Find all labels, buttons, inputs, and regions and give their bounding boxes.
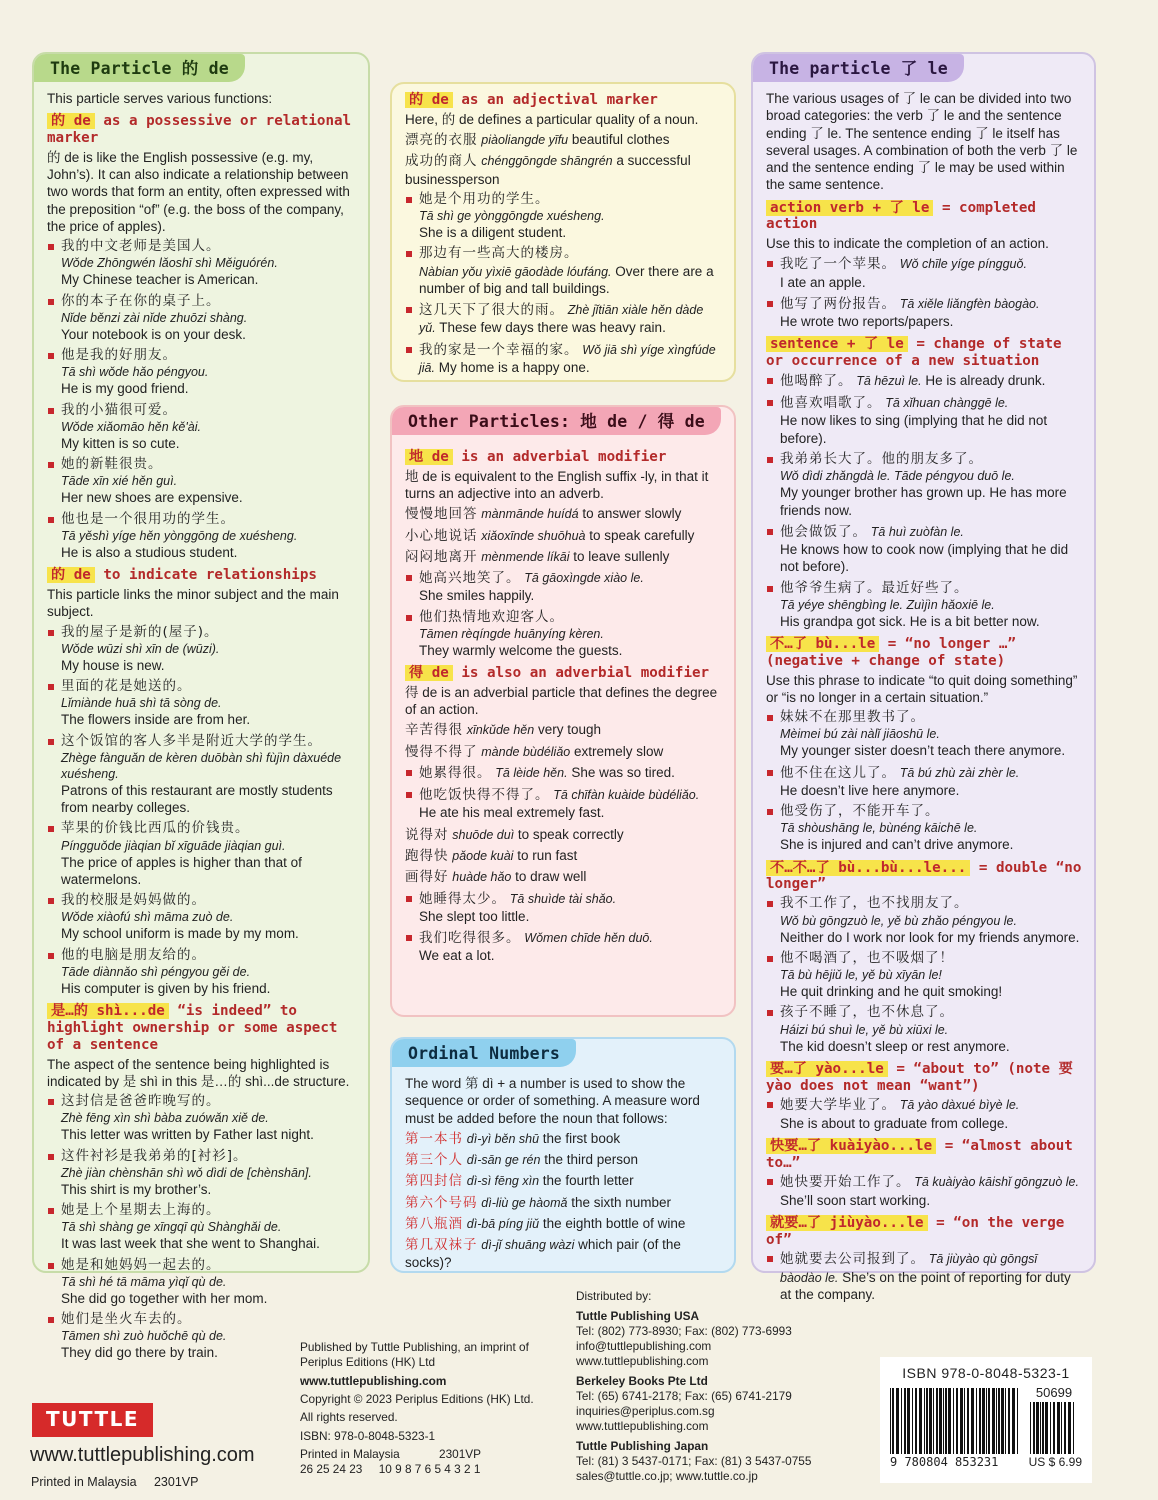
relationships-text: This particle links the minor subject and the main subject. [47, 587, 339, 620]
barcode-bar [1030, 1402, 1031, 1454]
barcode-bar [956, 1388, 958, 1454]
intro-text: This particle serves various functions: [47, 91, 273, 106]
panel-title: The Particle 的 de [34, 54, 245, 82]
de2-examples-2 [405, 890, 722, 965]
panel-title: Ordinal Numbers [392, 1039, 576, 1067]
example: 她是个用功的学生。 Tā shì ge yònggōngde xuésheng. She is a diligent student. [405, 191, 722, 242]
distributor-name: Tuttle Publishing USA [576, 1308, 699, 1323]
ordinal-line: 第八瓶酒 dì-bā píng jiǔ the eighth bottle of wine [405, 1215, 686, 1232]
example: 他不喝酒了，也不吸烟了！ Tā bù hējiǔ le, yě bù xīyān le! He quit drinking and he quit smoking! [766, 950, 1082, 1001]
subheading-de2: 得 de is also an adverbial modifier [405, 665, 722, 682]
barcode-bar [1073, 1402, 1074, 1454]
isbn-text: ISBN 978-0-8048-5323-1 [902, 1365, 1070, 1381]
distributor-line: sales@tuttle.co.jp; www.tuttle.co.jp [576, 1468, 758, 1483]
ordinal-line: 第一本书 dì-yì běn shū the first book [405, 1130, 621, 1147]
panel-adjectival [390, 82, 736, 382]
jiuyao-examples [766, 1250, 1082, 1303]
action-text: Use this to indicate the completion of an action. [766, 236, 1049, 252]
panel-ordinal-numbers [390, 1037, 736, 1273]
barcode-bar [912, 1388, 913, 1454]
barcode-bar [1057, 1402, 1060, 1454]
barcode-bar [1061, 1402, 1062, 1454]
subheading-action: action verb + 了 le = completed action [766, 199, 1036, 233]
example: 她是和她妈妈一起去的。 Tā shì hé tā māma yìqǐ qù de. She did go together with her mom. [47, 1257, 356, 1308]
distributor-line: www.tuttlepublishing.com [576, 1353, 709, 1368]
publisher-line: Published by Tuttle Publishing, an imprint of Periplus Editions (HK) Ltd [300, 1340, 529, 1370]
example: 我的屋子是新的(屋子)。 Wǒde wūzi shì xīn de (wūzi). My house is new. [47, 624, 356, 675]
distributor-name: Tuttle Publishing Japan [576, 1438, 709, 1453]
double-examples [766, 895, 1082, 1055]
example: 这个饭馆的客人多半是附近大学的学生。 Zhège fànguǎn de kèren duōbàn shì fùjìn dàxuéde xuésheng. Patrons of this restaurant are mostly students from nearby colleges. [47, 733, 356, 817]
panel-other-particles [390, 405, 736, 1017]
barcode-bar [919, 1388, 922, 1454]
panel-particle-de [32, 52, 370, 1361]
barcode-bar [1050, 1402, 1051, 1454]
barcode-bar [953, 1388, 954, 1454]
yaole-examples [766, 1096, 1082, 1132]
publisher-printed: Printed in Malaysia 2301VP [300, 1446, 481, 1461]
ordinal-line: 第几双袜子 dì-jǐ shuāng wàzi which pair (of the socks)? [405, 1237, 681, 1271]
barcode-bar [998, 1388, 1000, 1454]
distributor-line: Tel: (65) 6741-2178; Fax: (65) 6741-2179 [576, 1388, 792, 1403]
barcode-bar [943, 1388, 944, 1454]
di-examples [405, 569, 722, 659]
barcode-bar [1033, 1402, 1035, 1454]
barcode-bar [936, 1388, 938, 1454]
barcode-bar [1068, 1402, 1071, 1454]
barcode-bar [907, 1388, 910, 1454]
example: 她的新鞋很贵。 Tāde xīn xié hěn guì. Her new shoes are expensive. [47, 456, 356, 507]
change-examples [766, 372, 1082, 630]
de2-line: 画得好 huàde hǎo to draw well [405, 869, 587, 886]
price: US $ 6.99 [1028, 1454, 1082, 1469]
example: 她是上个星期去上海的。 Tā shì shàng ge xīngqī qù Shànghǎi de. It was last week that she went to Shanghai. [47, 1202, 356, 1253]
example: 我吃了一个苹果。 Wǒ chīle yíge píngguǒ. I ate an apple. [766, 255, 1082, 291]
le-intro-text: The various usages of 了 le can be divided into two broad categories: the verb 了 le and the sentence ending 了 le. The sentence ending 了 le itself has several usages. A combination of both the verb 了 le and the sentence ending 了 le may be used within the same sentence. [766, 91, 1078, 193]
barcode-bar [1036, 1402, 1039, 1454]
example: 我们吃得很多。 Wǒmen chīde hěn duō. We eat a lot. [405, 929, 722, 965]
nolonger-examples [766, 709, 1082, 854]
de2-text: 得 de is an adverbial particle that defines the degree of an action. [405, 684, 718, 718]
barcode-bar [896, 1388, 899, 1454]
barcode-bar [986, 1388, 987, 1454]
distributors [576, 1289, 811, 1484]
barcode-bar [979, 1388, 981, 1454]
ordinal-line: 第六个号码 dì-liù ge hàomǎ the sixth number [405, 1194, 672, 1211]
de2-examples [405, 764, 722, 822]
example: 那边有一些高大的楼房。 Nàbian yǒu yìxiē gāodàde lóufáng. Over there are a number of big and tall buildings. [405, 245, 722, 297]
barcode-bar [1064, 1402, 1066, 1454]
di-line: 慢慢地回答 mànmānde huídá to answer slowly [405, 506, 682, 523]
barcode-bar [971, 1388, 974, 1454]
barcode-bar [992, 1388, 995, 1454]
example: 他吃饭快得不得了。 Tā chīfàn kuàide bùdéliǎo. He ate his meal extremely fast. [405, 786, 722, 822]
subheading-di: 地 de is an adverbial modifier [405, 449, 722, 466]
example: 他也是一个很用功的学生。 Tā yěshì yíge hěn yònggōng de xuésheng. He is also a studious student. [47, 511, 356, 562]
subheading-jiuyao: 就要…了 jiùyào...le = “on the verge of” [766, 1214, 1065, 1248]
subheading-change: sentence + 了 le = change of state or occurrence of a new situation [766, 336, 1062, 370]
example: 我不工作了，也不找朋友了。 Wǒ bù gōngzuò le, yě bù zhǎo péngyou le. Neither do I work nor look for my friends anymore. [766, 895, 1082, 946]
barcode-bar [1001, 1388, 1004, 1454]
de2-line: 辛苦得很 xīnkǔde hěn very tough [405, 722, 601, 739]
example: 他的电脑是朋友给的。 Tāde diànnǎo shì péngyou gěi de. His computer is given by his friend. [47, 947, 356, 998]
shide-text: The aspect of the sentence being highlighted is indicated by 是 shì in this 是…的 shì...de structure. [47, 1056, 350, 1089]
subheading-possessive: 的 de as a possessive or relational marker [47, 113, 352, 147]
print-numbers: 26 25 24 23 10 9 8 7 6 5 4 3 2 1 [300, 1462, 481, 1477]
distributed-by: Distributed by: [576, 1289, 652, 1303]
ordinal-line: 第四封信 dì-sì fēng xìn the fourth letter [405, 1173, 634, 1190]
publisher-line: Copyright © 2023 Periplus Editions (HK) Ltd. [300, 1391, 534, 1406]
example: 妹妹不在那里教书了。 Mèimei bú zài nàlǐ jiāoshū le. My younger sister doesn’t teach there anymore. [766, 709, 1082, 760]
distributor-line: www.tuttlepublishing.com [576, 1418, 709, 1433]
distributor-line: info@tuttlepublishing.com [576, 1338, 712, 1353]
barcode-digits: 9 780804 853231 [890, 1454, 999, 1469]
adjectival-line: 成功的商人 chénggōngde shāngrén a successful businessperson [405, 153, 691, 187]
example: 她累得很。 Tā lèide hěn. She was so tired. [405, 764, 722, 782]
relationships-examples [47, 624, 356, 998]
subheading-nolonger: 不…了 bù...le = “no longer …” (negative + change of state) [766, 636, 1016, 669]
distributor-line: Tel: (802) 773-8930; Fax: (802) 773-6993 [576, 1323, 792, 1338]
example: 她快要开始工作了。 Tā kuàiyào kāishǐ gōngzuò le. She’ll soon start working. [766, 1173, 1082, 1209]
barcode-bar [924, 1388, 925, 1454]
barcode-bar [982, 1388, 985, 1454]
isbn-add-on: 50699 [1035, 1384, 1073, 1400]
example: 孩子不睡了，也不休息了。 Háizi bú shuì le, yě bù xiūxi le. The kid doesn’t sleep or rest anymore. [766, 1004, 1082, 1055]
possessive-text: 的 de is like the English possessive (e.g. my, John’s). It can also indicate a relationship between two words that form an entity, often expressed with the preposition “of” (e.g. the boss of the company, the price of apples). [47, 149, 350, 234]
example: 你的本子在你的桌子上。 Nǐde běnzi zài nǐde zhuōzi shàng. Your notebook is on your desk. [47, 293, 356, 344]
barcode-bar [996, 1388, 997, 1454]
subheading-yaole: 要…了 yào...le = “about to” (note 要 yào does not mean “want”) [766, 1060, 1073, 1094]
distributor-name: Berkeley Books Pte Ltd [576, 1373, 708, 1388]
de2-line: 说得对 shuōde duì to speak correctly [405, 826, 624, 843]
barcode-bar [892, 1388, 894, 1454]
example: 这封信是爸爸昨晚写的。 Zhè fēng xìn shì bàba zuówǎn xiě de. This letter was written by Father last night. [47, 1093, 356, 1144]
example: 他喜欢唱歌了。 Tā xǐhuan chànggē le. He now likes to sing (implying that he did not before). [766, 394, 1082, 447]
isbn-barcode [880, 1357, 1092, 1483]
barcode-bar [988, 1388, 990, 1454]
example: 她高兴地笑了。 Tā gāoxìngde xiào le. She smiles happily. [405, 569, 722, 605]
barcode-bar [1008, 1388, 1010, 1454]
publisher-info [300, 1340, 550, 1481]
example: 她睡得太少。 Tā shuìde tài shǎo. She slept too little. [405, 890, 722, 926]
example: 他写了两份报告。 Tā xiěle liǎngfèn bàogào. He wrote two reports/papers. [766, 295, 1082, 331]
example: 他不住在这儿了。 Tā bú zhù zài zhèr le. He doesn’t live here anymore. [766, 764, 1082, 800]
barcode-bar [901, 1388, 902, 1454]
ordinal-line: 第三个人 dì-sān ge rén the third person [405, 1152, 639, 1169]
example: 这几天下了很大的雨。 Zhè jǐtiān xiàle hěn dàde yǔ. These few days there was heavy rain. [405, 301, 722, 337]
example: 我的中文老师是美国人。 Wǒde Zhōngwén lǎoshī shì Měiguórén. My Chinese teacher is American. [47, 238, 356, 289]
barcode-bar [929, 1388, 932, 1454]
printed-in: Printed in Malaysia 2301VP [31, 1475, 199, 1489]
di-text: 地 de is equivalent to the English suffix -ly, in that it turns an adjective into an adverb. [405, 468, 709, 502]
barcode-bar [1053, 1402, 1055, 1454]
adjectival-examples [405, 191, 722, 376]
barcode-bar [967, 1388, 969, 1454]
barcode-addon [1030, 1402, 1078, 1454]
example: 我的小猫很可爱。 Wǒde xiǎomāo hěn kě'ài. My kitten is so cute. [47, 402, 356, 453]
example: 他是我的好朋友。 Tā shì wǒde hǎo péngyou. He is my good friend. [47, 347, 356, 398]
barcode-bar [915, 1388, 917, 1454]
barcode-bar [933, 1388, 934, 1454]
publisher-line: www.tuttlepublishing.com [300, 1373, 447, 1388]
barcode-bar [948, 1388, 951, 1454]
tuttle-logo: TUTTLE [32, 1403, 153, 1437]
barcode-bar [1040, 1402, 1041, 1454]
barcode-bar [926, 1388, 928, 1454]
example: 她要大学毕业了。 Tā yào dàxué bìyè le. She is about to graduate from college. [766, 1096, 1082, 1132]
example: 他爷爷生病了。最近好些了。 Tā yéye shēngbìng le. Zuìjìn hǎoxiē le. His grandpa got sick. He is a bit better now. [766, 580, 1082, 631]
barcode-bar [890, 1388, 891, 1454]
barcode-bar [960, 1388, 963, 1454]
barcode-bar [939, 1388, 942, 1454]
example: 我的家是一个幸福的家。 Wǒ jiā shì yíge xìngfúde jiā. My home is a happy one. [405, 341, 722, 377]
di-line: 闷闷地离开 mènmende líkāi to leave sullenly [405, 548, 670, 565]
example: 他们热情地欢迎客人。 Tāmen rèqíngde huānyíng kèren. They warmly welcome the guests. [405, 609, 722, 660]
website-link[interactable]: www.tuttlepublishing.com [30, 1444, 255, 1466]
barcode-bar [1012, 1388, 1015, 1454]
example: 苹果的价钱比西瓜的价钱贵。 Píngguǒde jiàqian bǐ xīguāde jiàqian guì. The price of apples is higher than that of watermelons. [47, 820, 356, 888]
publisher-line: ISBN: 978-0-8048-5323-1 [300, 1428, 436, 1443]
example: 他喝醉了。 Tā hēzuì le. He is already drunk. [766, 372, 1082, 390]
example: 我的校服是妈妈做的。 Wǒde xiàofú shì māma zuò de. My school uniform is made by my mom. [47, 892, 356, 943]
barcode-bar [976, 1388, 977, 1454]
adjectival-line: 漂亮的衣服 piàoliangde yīfu beautiful clothes [405, 132, 670, 149]
barcode-bar [904, 1388, 906, 1454]
action-examples [766, 255, 1082, 330]
distributor-line: Tel: (81) 3 5437-0171; Fax: (81) 3 5437-0755 [576, 1453, 812, 1468]
barcode-bar [1042, 1402, 1044, 1454]
barcode-bar [1017, 1388, 1018, 1454]
example: 我弟弟长大了。他的朋友多了。 Wǒ dìdi zhǎngdà le. Tāde péngyou duō le. My younger brother has grown up. He has more friends now. [766, 451, 1082, 519]
di-line: 小心地说话 xiǎoxīnde shuōhuà to speak carefully [405, 527, 695, 544]
panel-title: Other Particles: 地 de / 得 de [392, 407, 721, 435]
subheading-double: 不…不…了 bù...bù...le... = double “no longer” [766, 859, 1082, 893]
barcode-area [890, 1385, 1082, 1454]
example: 里面的花是她送的。 Lǐmiànde huā shì tā sòng de. The flowers inside are from her. [47, 678, 356, 729]
subheading-shide: 是…的 shì...de “is indeed” to highlight ownership or some aspect of a sentence [47, 1003, 338, 1053]
subheading-adjectival: 的 de as an adjectival marker [405, 92, 722, 109]
example: 这件衬衫是我弟弟的[衬衫]。 Zhè jiàn chènshān shì wǒ dìdi de [chènshān]. This shirt is my brother’s. [47, 1148, 356, 1199]
adjectival-text: Here, 的 de defines a particular quality of a noun. [405, 111, 699, 127]
possessive-examples [47, 238, 356, 561]
subheading-relationships: 的 de to indicate relationships [47, 567, 356, 584]
distributor-line: inquiries@periplus.com.sg [576, 1403, 715, 1418]
example: 他受伤了，不能开车了。 Tā shòushāng le, bùnéng kāichē le. She is injured and can’t drive anymore. [766, 803, 1082, 854]
de2-line: 跑得快 pǎode kuài to run fast [405, 848, 578, 865]
publisher-line: All rights reserved. [300, 1410, 398, 1425]
barcode-bar [1045, 1402, 1048, 1454]
barcode-bar [964, 1388, 965, 1454]
barcode-footer [890, 1455, 1082, 1470]
kuaiyao-examples [766, 1173, 1082, 1209]
nolonger-text: Use this phrase to indicate “to quit doing something” or “is no longer in a certain situation.” [766, 672, 1078, 705]
barcode-bar [1005, 1388, 1006, 1454]
shide-examples [47, 1093, 356, 1362]
example: 他会做饭了。 Tā huì zuòfàn le. He knows how to cook now (implying that he did not before). [766, 523, 1082, 576]
barcode-main [890, 1388, 1020, 1454]
subheading-kuaiyao: 快要…了 kuàiyào...le = “almost about to…” [766, 1137, 1073, 1171]
barcode-bar [945, 1388, 947, 1454]
panel-particle-le [751, 52, 1096, 1302]
example: 她们是坐火车去的。 Tāmen shì zuò huǒchē qù de. They did go there by train. [47, 1311, 356, 1362]
ordinal-text: The word 第 dì + a number is used to show the sequence or order of something. A measure word must be added before the noun that follows: [405, 1076, 700, 1126]
de2-line: 慢得不得了 mànde bùdéliǎo extremely slow [405, 743, 664, 760]
example: 她就要去公司报到了。 Tā jiùyào qù gōngsī bàodào le. She’s on the point of reporting for duty at the company. [766, 1250, 1082, 1303]
panel-title: The particle 了 le [753, 54, 964, 82]
